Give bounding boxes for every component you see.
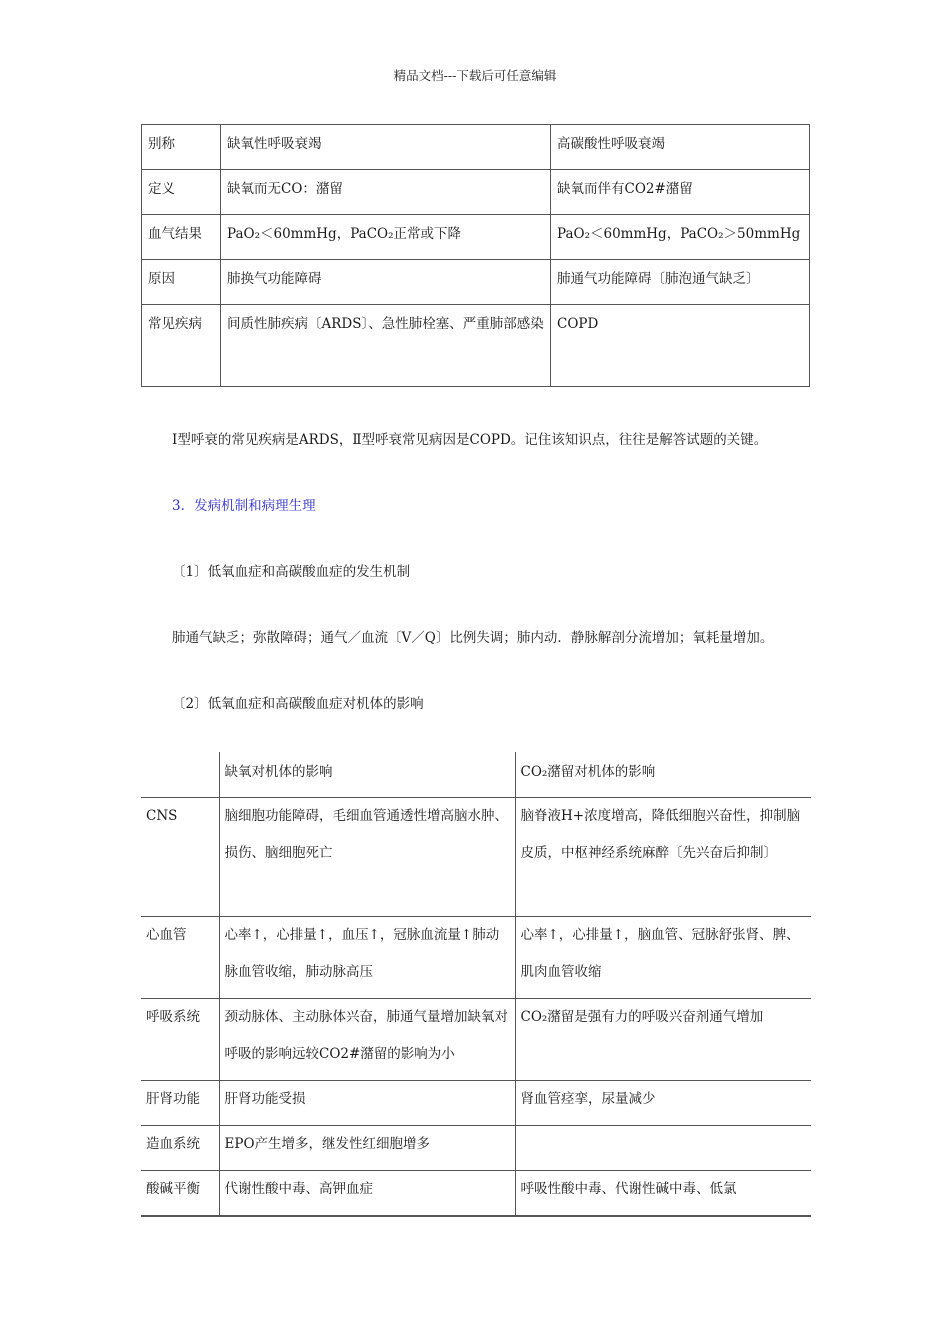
table-cell: 颈动脉体、主动脉体兴奋，肺通气量增加缺氧对呼吸的影响远较CO2#潴留的影响为小 [219, 998, 515, 1080]
table-cell: 缺氧对机体的影响 [219, 752, 515, 797]
table-row [142, 125, 810, 170]
table-row [141, 1125, 811, 1170]
table-cell: 脑细胞功能障碍，毛细血管通透性增高脑水肿、损伤、脑细胞死亡 [219, 797, 515, 916]
respiratory-failure-types-table [141, 124, 810, 387]
table-cell: 高碳酸性呼吸衰竭 [551, 125, 810, 170]
table-cell: 呼吸性酸中毒、代谢性碱中毒、低氯 [515, 1170, 811, 1216]
table-cell: 间质性肺疾病〔ARDS〕、急性肺栓塞、严重肺部感染 [221, 305, 551, 387]
table-cell: 心率↑，心排量↑，血压↑，冠脉血流量↑肺动脉血管收缩，肺动脉高压 [219, 916, 515, 998]
paragraph-mechanism: 肺通气缺乏；弥散障碍；通气／血流〔V／Q〕比例失调；肺内动．静脉解剖分流增加；氧耗量增加。 [172, 630, 774, 646]
table-cell: EPO产生增多，继发性红细胞增多 [219, 1125, 515, 1170]
table-cell: 缺氧性呼吸衰竭 [221, 125, 551, 170]
table-cell: 造血系统 [141, 1125, 219, 1170]
table-row [142, 215, 810, 260]
subheading-effects: 〔2〕低氧血症和高碳酸血症对机体的影响 [172, 696, 424, 712]
table-row [141, 916, 811, 998]
effects-table [141, 752, 811, 1217]
table-cell: 代谢性酸中毒、高钾血症 [219, 1170, 515, 1216]
table-cell: 缺氧而伴有CO2#潴留 [551, 170, 810, 215]
table-cell: 心血管 [141, 916, 219, 998]
table-cell: 呼吸系统 [141, 998, 219, 1080]
table-cell: PaO₂＜60mmHg，PaCO₂正常或下降 [221, 215, 551, 260]
table-cell: 心率↑，心排量↑，脑血管、冠脉舒张肾、脾、肌肉血管收缩 [515, 916, 811, 998]
table-cell: 肾血管痉挛，尿量减少 [515, 1080, 811, 1125]
table-cell: PaO₂＜60mmHg，PaCO₂＞50mmHg [551, 215, 810, 260]
table-cell: 别称 [142, 125, 221, 170]
table-row [141, 797, 811, 916]
table-row [142, 305, 810, 387]
subheading-mechanism: 〔1〕低氧血症和高碳酸血症的发生机制 [172, 564, 411, 580]
table-row [141, 998, 811, 1080]
table-cell: 肺通气功能障碍〔肺泡通气缺乏〕 [551, 260, 810, 305]
table-cell: 肝肾功能受损 [219, 1080, 515, 1125]
table-row [142, 260, 810, 305]
table-cell: 缺氧而无CO：潴留 [221, 170, 551, 215]
page-header: 精品文档---下载后可任意编辑 [393, 68, 557, 83]
table-cell: CO₂潴留是强有力的呼吸兴奋剂通气增加 [515, 998, 811, 1080]
table-cell: 肺换气功能障碍 [221, 260, 551, 305]
table-cell: 肝肾功能 [141, 1080, 219, 1125]
table-cell [515, 1125, 811, 1170]
table-cell: CO₂潴留对机体的影响 [515, 752, 811, 797]
table-row [141, 1080, 811, 1125]
table-cell: 脑脊液H+浓度增高，降低细胞兴奋性，抑制脑皮质，中枢神经系统麻醉〔先兴奋后抑制〕 [515, 797, 811, 916]
table-cell: 酸碱平衡 [141, 1170, 219, 1216]
table-cell: 定义 [142, 170, 221, 215]
table-row [141, 752, 811, 797]
table-cell: 血气结果 [142, 215, 221, 260]
table-row [142, 170, 810, 215]
table-cell: CNS [141, 797, 219, 916]
table-cell: COPD [551, 305, 810, 387]
table-cell: 常见疾病 [142, 305, 221, 387]
paragraph-key-point: Ⅰ型呼衰的常见疾病是ARDS，Ⅱ型呼衰常见病因是COPD。记住该知识点，往往是解答试题的关键。 [172, 432, 768, 448]
table-cell: 原因 [142, 260, 221, 305]
table-row [141, 1170, 811, 1216]
section-heading: 3．发病机制和病理生理 [172, 498, 316, 514]
table-cell [141, 752, 219, 797]
